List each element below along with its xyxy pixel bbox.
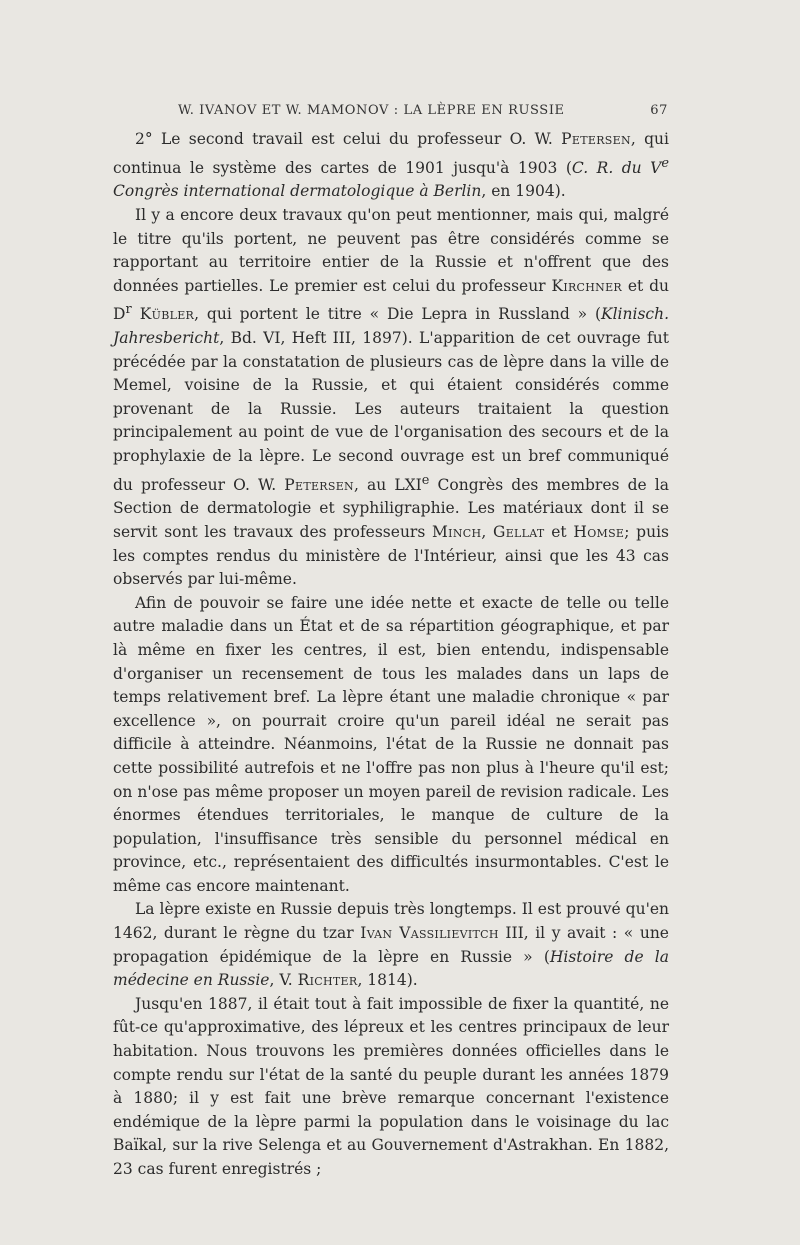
author-name: Kübler (131, 305, 195, 324)
superscript: e (661, 155, 669, 171)
text-run: , V. (269, 971, 298, 990)
paragraph-4 (113, 898, 669, 992)
text-run: III, il y avait : « une propagation épidémique de la lèpre en Russie » ( (113, 924, 669, 966)
text-run: , qui portent le titre « Die Lepra in Russland » ( (194, 305, 602, 324)
citation-title: C. R. du V (571, 158, 662, 177)
text-run: , qui continua le système des cartes de 1901 jusqu'à 1903 ( (113, 130, 669, 177)
text-run: , (481, 522, 494, 541)
citation-title: Klinisch. Jahresbericht (113, 305, 669, 348)
text-run: et du D (113, 276, 669, 324)
author-name: Richter (297, 971, 358, 990)
author-name: Minch (432, 522, 482, 541)
running-header (178, 103, 668, 118)
running-title: W. IVANOV ET W. MAMONOV : LA LÈPRE EN RUSSIE (178, 103, 565, 118)
superscript: e (421, 472, 430, 488)
page-number: 67 (650, 103, 668, 118)
text-run: Congrès des membres de la Section de dermatologie et syphiligraphie. Les matériaux dont il se servit sont les travaux des professeurs (113, 475, 669, 541)
paragraph-5: Jusqu'en 1887, il était tout à fait impossible de fixer la quantité, ne fût-ce qu'approximative, des lépreux et les centres principaux de leur habitation. Nous trouvons les premières données officielles dans le compte rendu sur l'état de la santé du peuple durant les années 1879 à 1880; il y est fait une brève remarque concernant l'existence endémique de la lèpre parmi la population dans le voisinage du lac Baïkal, sur la rive Selenga et au Gouvernement d'Astrakhan. En 1882, 23 cas furent enregistrés ; (113, 994, 669, 1178)
text-run: et (544, 522, 574, 541)
text-run: , Bd. VI, Heft III, 1897). L'apparition de cet ouvrage fut précédée par la constatation de plusieurs cas de lèpre dans la ville de Memel, voisine de la Russie, et qui étaient considérés comme provenant de la Russie. Les auteurs traitaient la question principalement au point de vue de l'organisation des secours et de la prophylaxie de la lèpre. Le second ouvrage est un bref communiqué du professeur O. W. (113, 329, 669, 494)
text-run: , 1814). (357, 971, 418, 990)
author-name: Petersen (284, 475, 354, 494)
author-name: Gellat (493, 522, 545, 541)
text-run: La lèpre existe en Russie depuis très longtemps. Il est prouvé qu'en 1462, durant le règne du tzar (113, 900, 669, 943)
superscript: r (125, 302, 132, 318)
paragraph-1 (113, 128, 669, 204)
text-run: , en 1904). (481, 182, 566, 201)
person-name: Ivan Vassilievitch (360, 924, 499, 943)
text-run: Il y a encore deux travaux qu'on peut mentionner, mais qui, malgré le titre qu'ils portent, ne peuvent pas être considérés comme se rapportant au territoire entier de la Russie et n'offrent que des données partielles. Le premier est celui du professeur (113, 205, 669, 295)
paragraph-2 (113, 204, 669, 592)
paragraph-3: Afin de pouvoir se faire une idée nette et exacte de telle ou telle autre maladie dans un État et de sa répartition géographique, et par là même en fixer les centres, il est, bien entendu, indispensable d'organiser un recensement de tous les malades dans un laps de temps relativement bref. La lèpre étant une maladie chronique « par excellence », on pourrait croire qu'un pareil idéal ne serait pas difficile à atteindre. Néanmoins, l'état de la Russie ne donnait pas cette possibilité autrefois et ne l'offre pas non plus à l'heure qu'il est; on n'ose pas même proposer un moyen pareil de revision radicale. Les énormes étendues territoriales, le manque de culture de la population, l'insuffisance très sensible du personnel médical en province, etc., représentaient des difficultés insurmontables. C'est le même cas encore maintenant. (113, 593, 669, 895)
text-run: , au LXI (353, 475, 422, 494)
author-name: Kirchner (551, 276, 622, 295)
author-name: Petersen (561, 130, 631, 148)
citation-title: Congrès international dermatologique à Berlin (113, 182, 482, 201)
text-run: 2° Le second travail est celui du professeur O. W. (135, 130, 562, 148)
author-name: Homse (573, 522, 625, 541)
body-text (113, 128, 669, 1182)
citation-title: Histoire de la médecine en Russie (113, 947, 669, 990)
text-run: ; puis les comptes rendus du ministère de l'Intérieur, ainsi que les 43 cas observés par lui-même. (113, 522, 670, 589)
